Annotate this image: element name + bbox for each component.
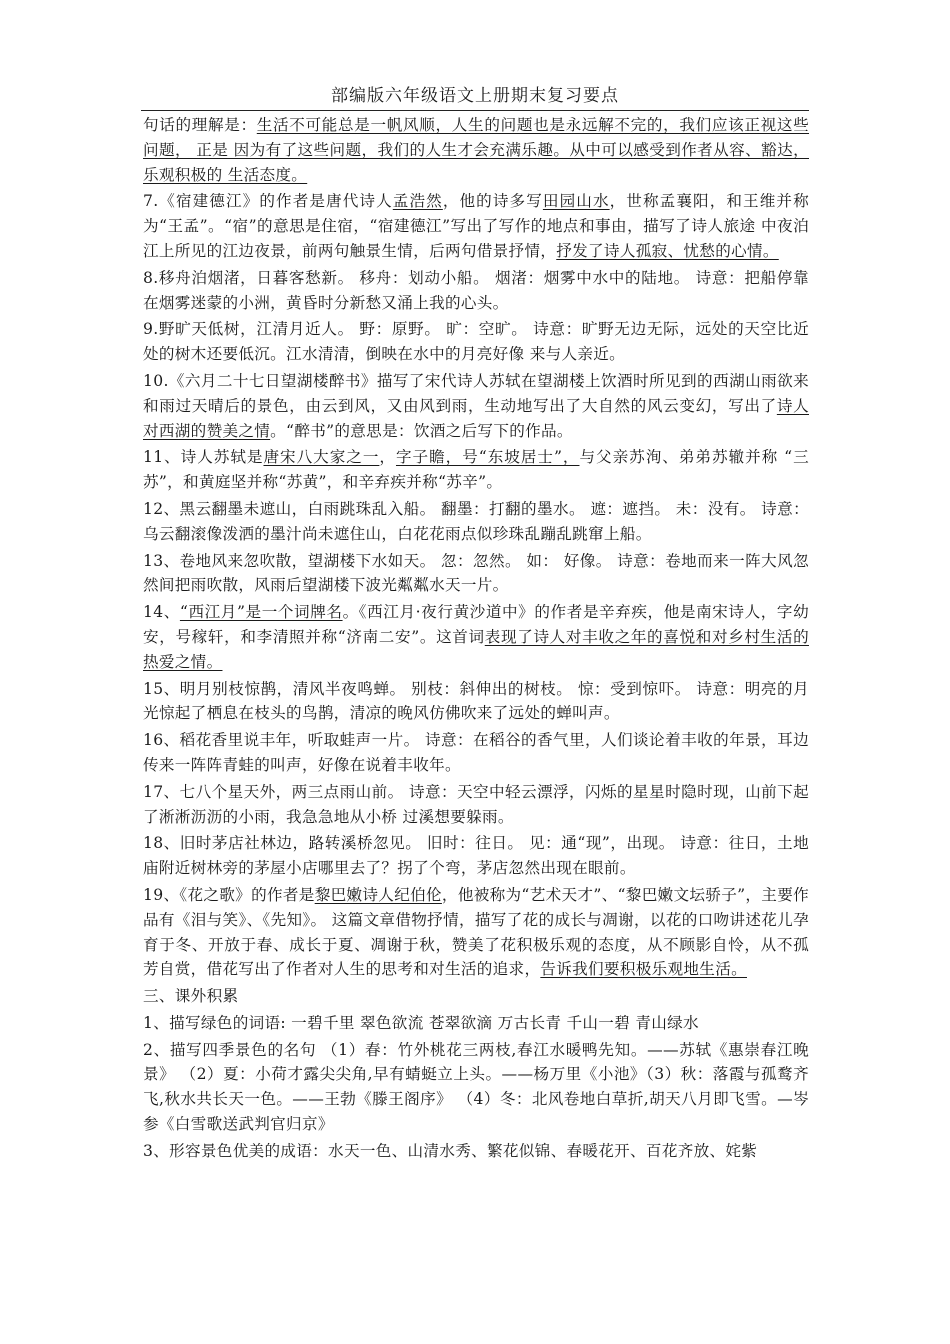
- underlined-text: 抒发了诗人孤寂、忧愁的心情。: [556, 241, 779, 260]
- text-segment: ，世称孟襄阳，和王维并称 为“王孟”。“宿”的意思是住宿，“宿建德江”写出了写作的地点和事由，描写了诗人旅途 中夜泊江上所见的江边夜景，前两句触景生情，后两句借景抒情，: [143, 192, 809, 260]
- underlined-text: 生活不可能总是一帆风顺，人生的问题也是永远解不完的，我们应该正视这些问题， 正是 因为有了这些问题，我们的人生才会充满乐趣。从中可以感受到作者从容、豁达，乐观积极的 生活态度。: [143, 116, 810, 184]
- text-segment: 与父亲苏洵、弟弟苏辙并称 “三 苏”，和黄庭坚并称“苏黄”，和辛弃疾并称“苏辛”。: [143, 448, 809, 492]
- underlined-text: 田园山水: [542, 192, 610, 211]
- underlined-text: 黎巴嫩诗人纪伯伦: [314, 885, 442, 904]
- paragraph: [143, 369, 809, 443]
- paragraph: [143, 984, 809, 1009]
- text-segment: ，他被称为“艺术天才”、“黎巴嫩文坛骄子”，主要作品有《泪与笑》、《先知》。 这篇文章借物抒情，描写了花的成长与凋谢，以花的口吻讲述花儿孕育于冬、开放于春、成长于夏、凋谢于秋，赞美了花积极乐观的态度，从不顾影自怜，从不孤芳自赏，借花写出了作者对人生的思考和对生活的追求，: [143, 885, 809, 979]
- text-segment: 8.移舟泊烟渚，日暮客愁新。 移舟：划动小船。 烟渚：烟雾中水中的陆地。 诗意：把船停靠在烟雾迷蒙的小洲，黄昏时分新愁又涌上我的心头。: [143, 268, 809, 312]
- text-segment: 。“醉书”的意思是：饮酒之后写下的作品。: [270, 421, 573, 440]
- underlined-text: 字子瞻，号“东坡居士”，: [395, 448, 580, 467]
- text-segment: 12、黑云翻墨未遮山，白雨跳珠乱入船。 翻墨：打翻的墨水。 遮：遮挡。 未：没有。 诗意：乌云翻滚像泼洒的墨汁尚未遮住山，白花花雨点似珍珠乱蹦乱跳窜上船。: [143, 499, 809, 543]
- text-segment: 三、课外积累: [143, 987, 239, 1006]
- paragraph: [143, 780, 809, 830]
- underlined-text: 表现了诗人对丰收之年的喜悦和对乡村生活的热爱之情。: [143, 627, 809, 671]
- text-segment: 18、旧时茅店社林边，路转溪桥忽见。 旧时：往日。 见：通“现”，出现。 诗意：往日，土地庙附近树林旁的茅屋小店哪里去了？拐了个弯，茅店忽然出现在眼前。: [143, 834, 809, 878]
- paragraph: [143, 266, 809, 316]
- page-header-title: 部编版六年级语文上册期末复习要点: [331, 86, 619, 106]
- text-segment: 16、稻花香里说丰年，听取蛙声一片。 诗意：在稻谷的香气里，人们谈论着丰收的年景，耳边传来一阵阵青蛙的叫声，好像在说着丰收年。: [143, 731, 809, 774]
- paragraph: [143, 677, 809, 727]
- paragraph: [143, 497, 809, 547]
- text-segment: 13、卷地风来忽吹散，望湖楼下水如天。 忽：忽然。 如： 好像。 诗意：卷地而来一阵大风忽然间把雨吹散，风雨后望湖楼下波光粼粼水天一片。: [143, 551, 809, 595]
- paragraph: [143, 189, 809, 263]
- text-segment: 9.野旷天低树，江清月近人。 野：原野。 旷：空旷。 诗意：旷野无边无际，远处的天空比近处的树木还要低沉。江水清清，倒映在水中的月亮好像 来与人亲近。: [143, 320, 809, 364]
- paragraph: [143, 113, 809, 187]
- paragraph: [143, 883, 809, 982]
- underlined-text: 告诉我们要积极乐观地生活。: [540, 960, 747, 979]
- underlined-text: 唐宋八大家之一: [263, 448, 380, 467]
- underlined-text: 孟浩然: [392, 192, 443, 211]
- text-segment: 10.《六月二十七日望湖楼醉书》描写了宋代诗人苏轼在望湖楼上饮酒时所见到的西湖山雨欲来和雨过天晴后的景色，由云到风，又由风到雨，生动地写出了大自然的风云变幻，写出了: [143, 371, 809, 415]
- text-segment: 7.《宿建德江》的作者是唐代诗人: [143, 192, 393, 211]
- paragraph: [143, 1011, 809, 1036]
- paragraph: [143, 317, 809, 367]
- text-segment: ，: [379, 448, 396, 467]
- text-segment: 17、七八个星天外，两三点雨山前。 诗意：天空中轻云漂浮，闪烁的星星时隐时现，山前下起了淅淅沥沥的小雨，我急急地从小桥 过溪想要躲雨。: [143, 782, 809, 826]
- text-segment: 15、明月别枝惊鹊，清风半夜鸣蝉。 别枝：斜伸出的树枝。 惊：受到惊吓。 诗意：明亮的月光惊起了栖息在枝头的鸟鹊，清凉的晚风仿佛吹来了远处的蝉叫声。: [143, 679, 809, 723]
- paragraph: [143, 1038, 809, 1137]
- text-segment: 3、形容景色优美的成语：水天一色、山清水秀、繁花似锦、春暖花开、百花齐放、姹紫: [143, 1141, 758, 1160]
- text-segment: 19、《花之歌》的作者是: [143, 885, 315, 904]
- text-segment: 11、诗人苏轼是: [143, 448, 264, 467]
- text-segment: 。《西江月·夜行黄沙道中》的作者是辛弃疾，他是南宋诗人，字幼安，号稼轩，和李清照并称“济南二安”。这首词: [143, 603, 809, 646]
- paragraph: [143, 445, 809, 495]
- text-segment: 句话的理解是：: [143, 116, 257, 134]
- paragraph: [143, 831, 809, 881]
- underlined-text: “西江月”是一个词牌名: [179, 603, 343, 622]
- paragraph: [143, 600, 809, 674]
- text-segment: 1、描写绿色的词语: 一碧千里 翠色欲流 苍翠欲滴 万古长青 千山一碧 青山绿水: [143, 1013, 699, 1032]
- text-segment: 14、: [143, 603, 180, 622]
- document-body: [143, 113, 809, 1166]
- underlined-text: 诗人对西湖的赞美之情: [143, 396, 809, 440]
- paragraph: [143, 549, 809, 599]
- paragraph: [143, 1139, 809, 1164]
- header-rule: [141, 110, 809, 111]
- paragraph: [143, 728, 809, 778]
- text-segment: ，他的诗多写: [442, 192, 543, 211]
- text-segment: 2、描写四季景色的名句 （1）春：竹外桃花三两枝,春江水暖鸭先知。——苏轼《惠崇春江晚景》 （2）夏：小荷才露尖尖角,早有蜻蜓立上头。——杨万里《小池》（3）秋：落霞与孤鹜齐飞,秋水共长天一色。——王勃《滕王阁序》 （4）冬：北风卷地白草折,胡天八月即飞雪。—岑参《白雪歌送武判官归京》: [143, 1040, 809, 1134]
